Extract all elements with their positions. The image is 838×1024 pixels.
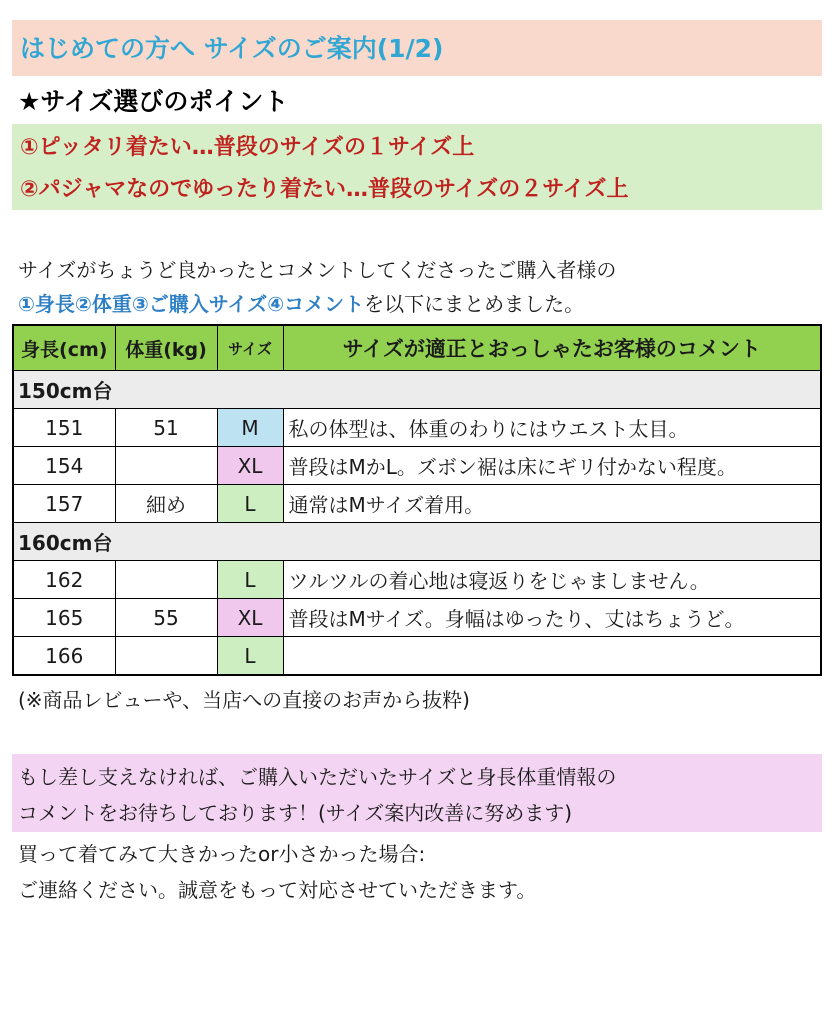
group-row	[13, 371, 821, 409]
contact-line-1: 買って着てみて大きかったor小さかった場合:	[18, 842, 426, 866]
group-label: 160cm台	[13, 523, 821, 561]
size-cell: M	[217, 409, 283, 447]
height-cell: 166	[13, 637, 115, 676]
group-row	[13, 523, 821, 561]
size-cell: XL	[217, 599, 283, 637]
table-body	[13, 371, 821, 676]
intro-highlight: ①身長②体重③ご購入サイズ④コメント	[18, 292, 365, 316]
weight-cell	[115, 447, 217, 485]
comment-cell	[283, 637, 821, 676]
intro-rest: を以下にまとめました。	[364, 292, 585, 316]
table-row	[13, 447, 821, 485]
point-2: ②パジャマなのでゆったり着たい…普段のサイズの２サイズ上	[20, 177, 629, 202]
size-cell: L	[217, 561, 283, 599]
height-cell: 162	[13, 561, 115, 599]
weight-cell: 細め	[115, 485, 217, 523]
title-banner	[12, 20, 822, 76]
size-cell: L	[217, 485, 283, 523]
weight-cell	[115, 637, 217, 676]
height-cell: 151	[13, 409, 115, 447]
height-cell: 157	[13, 485, 115, 523]
point-heading: ★サイズ選びのポイント	[18, 87, 289, 116]
header-weight: 体重(kg)	[115, 325, 217, 371]
weight-cell: 51	[115, 409, 217, 447]
page-title: はじめての方へ サイズのご案内(1/2)	[20, 34, 444, 63]
header-comment: サイズが適正とおっしゃたお客様のコメント	[283, 325, 821, 371]
table-header-row	[13, 325, 821, 371]
comment-cell: 普段はMサイズ。身幅はゆったり、丈はちょうど。	[283, 599, 821, 637]
height-cell: 154	[13, 447, 115, 485]
request-line-1: もし差し支えなければ、ご購入いただいたサイズと身長体重情報の	[18, 765, 617, 789]
group-label: 150cm台	[13, 371, 821, 409]
table-row	[13, 637, 821, 676]
intro-line-2	[18, 288, 584, 317]
request-banner	[12, 754, 822, 832]
comment-cell: 普段はMかL。ズボン裾は床にギリ付かない程度。	[283, 447, 821, 485]
point-1: ①ピッタリ着たい…普段のサイズの１サイズ上	[20, 135, 475, 160]
source-note: (※商品レビューや、当店への直接のお声から抜粋)	[18, 688, 470, 712]
weight-cell	[115, 561, 217, 599]
size-cell: XL	[217, 447, 283, 485]
table-row	[13, 599, 821, 637]
table-row	[13, 561, 821, 599]
comment-cell: 私の体型は、体重のわりにはウエスト太目。	[283, 409, 821, 447]
header-height: 身長(cm)	[13, 325, 115, 371]
size-table	[12, 324, 822, 676]
table-row	[13, 409, 821, 447]
weight-cell: 55	[115, 599, 217, 637]
size-cell: L	[217, 637, 283, 676]
height-cell: 165	[13, 599, 115, 637]
request-line-2: コメントをお待ちしております！(サイズ案内改善に努めます)	[18, 801, 573, 825]
comment-cell: ツルツルの着心地は寝返りをじゃましません。	[283, 561, 821, 599]
header-size: サイズ	[217, 325, 283, 371]
comment-cell: 通常はMサイズ着用。	[283, 485, 821, 523]
table-row	[13, 485, 821, 523]
contact-line-2: ご連絡ください。誠意をもって対応させていただきます。	[18, 878, 537, 902]
intro-line-1: サイズがちょうど良かったとコメントしてくださったご購入者様の	[18, 258, 617, 282]
points-banner	[12, 124, 822, 210]
